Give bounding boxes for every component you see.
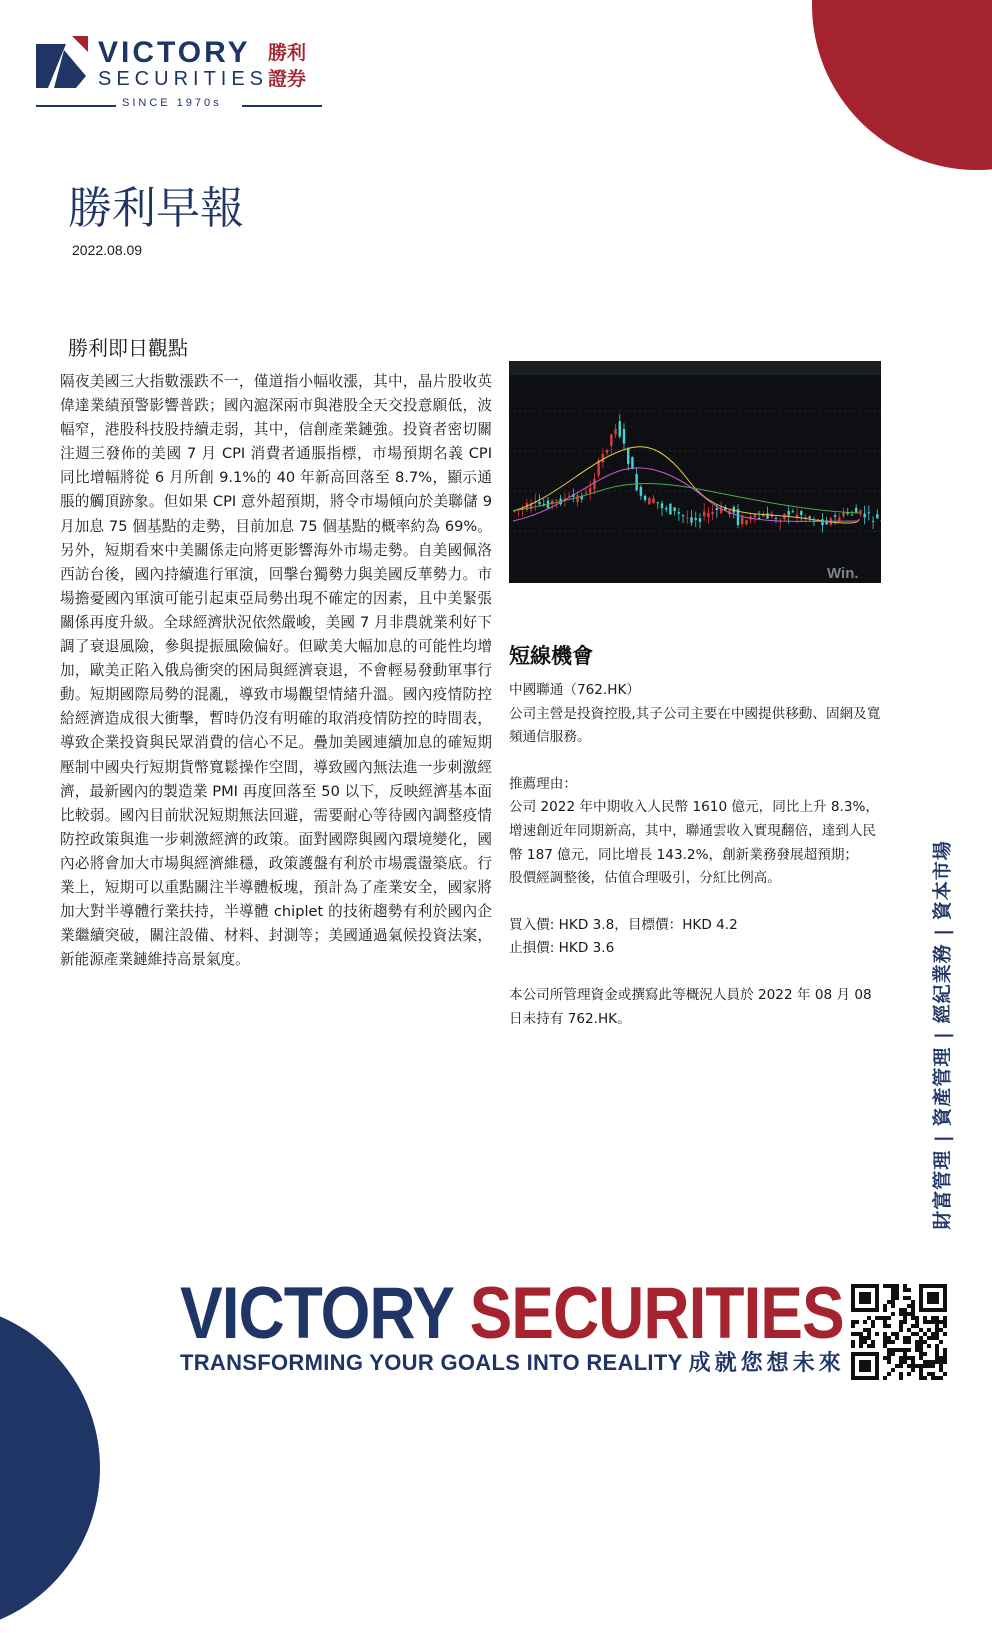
banner-title xyxy=(180,1270,844,1355)
buy-target-price: 買入價: HKD 3.8，目標價：HKD 4.2 xyxy=(509,916,738,933)
report-title: 勝利早報 xyxy=(68,183,244,234)
stock-chart xyxy=(509,361,881,583)
qr-code-icon xyxy=(851,1284,947,1380)
reason-2: 股價經調整後，估值合理吸引，分紅比例高。 xyxy=(509,870,781,887)
banner-slogan xyxy=(180,1346,845,1377)
section-heading-short-term: 短線機會 xyxy=(509,644,593,668)
banner-title-securities: SECURITIES xyxy=(469,1271,844,1354)
logo-rule-left xyxy=(36,105,116,107)
side-business-text: 財富管理 | 資產管理 | 經紀業務 | 資本市場 xyxy=(931,840,954,1230)
banner-slogan-en: TRANSFORMING YOUR GOALS INTO REALITY xyxy=(180,1350,683,1375)
short-term-content xyxy=(509,679,881,1031)
view-body-text: 隔夜美國三大指數漲跌不一，僅道指小幅收漲，其中，晶片股收英偉達業績預警影響普跌；國內滬深兩市與港股全天交投意願低，波幅窄，港股科技股持續走弱，其中，信創產業鏈強。投資者密切關注週三發佈的美國 7 月 CPI 消費者通脹指標，市場預期名義 CPI 同比增幅將從 6 月所創 9.1%的 40 年新高回落至 8.7%，顯示通脹的觸頂跡象。但如果 CPI 意外超預期，將令市場傾向於美聯儲 9 月加息 75 個基點的走勢，目前加息 75 個基點的概率約為 69%。另外，短期看來中美關係走向將更影響海外市場走勢。自美國佩洛西訪台後，國內持續進行軍演，回擊台獨勢力與美國反華勢力。市場擔憂國內軍演可能引起東亞局勢出現不確定的因素，且中美緊張關係再度升級。全球經濟狀況依然嚴峻，美國 7 月非農就業利好下調了衰退風險，參與提振風險偏好。但歐美大幅加息的可能性均增加，歐美正陷入俄烏衝突的困局與經濟衰退，不會輕易發動軍事行動。短期國際局勢的混亂，導致市場觀望情緒升溫。國內疫情防控給經濟造成很大衝擊，暫時仍沒有明確的取消疫情防控的時間表，導致企業投資與民眾消費的信心不足。疊加美國連續加息的確短期壓制中國央行短期貨幣寬鬆操作空間，導致國內無法進一步刺激經濟，最新國內的製造業 PMI 再度回落至 50 以下，反映經濟基本面比較弱。國內目前狀況短期無法回避，需要耐心等待國內調整疫情防控政策與進一步刺激經濟的政策。面對國際與國內環境變化，國內必將會加大市場與經濟維穩，政策護盤有利於市場震盪築底。行業上，短期可以重點關注半導體板塊，預計為了產業安全，國家將加大對半導體行業扶持，半導體 chiplet 的技術趨勢有利於國內企業繼續突破，關注設備、材料、封測等；美國通過氣候投資法案，新能源產業鏈維持高景氣度。 xyxy=(60,373,492,969)
side-business-tag xyxy=(926,820,956,1250)
logo-text-zh-2: 證券 xyxy=(268,68,307,90)
reason-1: 公司 2022 年中期收入人民幣 1610 億元，同比上升 8.3%，增速創近年同期新高，其中，聯通雲收入實現翻倍，達到人民幣 187 億元，同比增長 143.2%，創新業務發展超預期； xyxy=(509,799,880,863)
report-date: 2022.08.09 xyxy=(72,242,143,258)
stock-chart-canvas xyxy=(509,361,881,583)
disclosure: 本公司所管理資金或撰寫此等概況人員於 2022 年 08 月 08 日未持有 762.HK。 xyxy=(509,986,872,1027)
chart-watermark: Win. xyxy=(827,565,859,582)
bottom-banner xyxy=(180,1270,845,1376)
banner-slogan-zh: 成就您想未來 xyxy=(688,1351,845,1376)
logo-text-victory: VICTORY xyxy=(98,36,251,69)
logo-rule-right xyxy=(242,105,322,107)
banner-title-victory: VICTORY xyxy=(180,1271,453,1354)
stock-description: 公司主營是投資控股,其子公司主要在中國提供移動、固網及寬頻通信服務。 xyxy=(509,705,881,746)
logo-since: SINCE 1970s xyxy=(122,97,222,109)
logo-text-zh-1: 勝利 xyxy=(268,42,307,64)
section-heading-view: 勝利即日觀點 xyxy=(68,336,188,360)
logo-mark-icon xyxy=(36,36,88,88)
stock-name: 中國聯通（762.HK） xyxy=(509,682,640,698)
logo-text-securities: SECURITIES xyxy=(98,68,269,90)
corner-decoration-top-right xyxy=(812,0,992,170)
company-logo xyxy=(36,36,326,116)
stop-loss-price: 止損價: HKD 3.6 xyxy=(509,940,615,957)
reason-label: 推薦理由： xyxy=(509,775,577,792)
corner-decoration-bottom-left xyxy=(0,1303,100,1633)
